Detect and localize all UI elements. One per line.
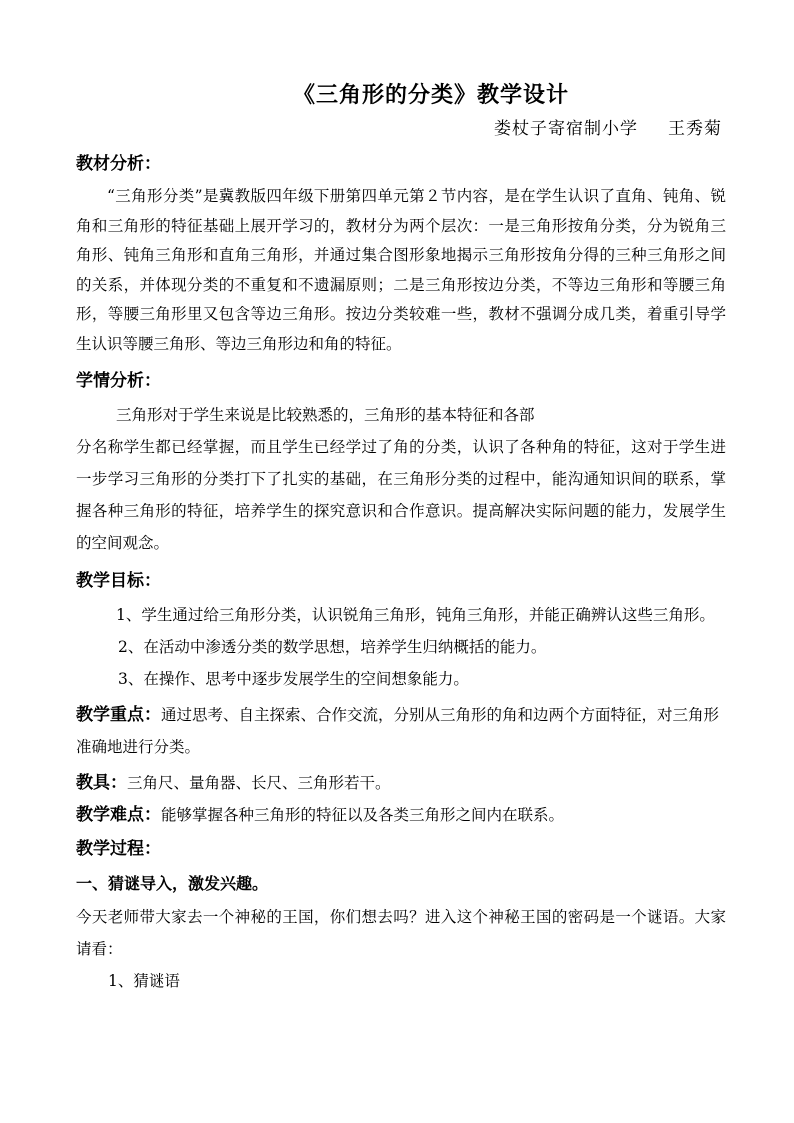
section-heading-process: 教学过程：: [76, 839, 161, 859]
objective-item-1: 1、学生通过给三角形分类，认识锐角三角形，钝角三角形，并能正确辨认这些三角形。: [116, 606, 715, 624]
process-step1-paragraph: 今天老师带大家去一个神秘的王国，你们想去吗？进入这个神秘王国的密码是一个谜语。大家请看：: [76, 908, 726, 958]
textbook-analysis-paragraph: “三角形分类”是冀教版四年级下册第四单元第２节内容，是在学生认识了直角、钝角、锐角和三角形的特征基础上展开学习的，教材分为两个层次：一是三角形按角分类，分为锐角三角形、钝角三角形和直角三角形，并通过集合图形象地揭示三角形按角分得的三种三角形之间的关系，并体现分类的不重复和不遗漏原则；二是三角形按边分类，不等边三角形和等腰三角形，等腰三角形里又包含等边三角形。按边分类较难一些，教材不强调分成几类，着重引导学生认识等腰三角形、等边三角形边和角的特征。: [76, 187, 726, 353]
school-name: 娄杖子寄宿制小学: [494, 119, 638, 139]
document-page: [76, 78, 726, 997]
section-heading-student-analysis: 学情分析：: [76, 371, 161, 391]
student-analysis-paragraph: 分名称学生都已经掌握，而且学生已经学过了角的分类，认识了各种角的特征，这对于学生进一步学习三角形的分类打下了扎实的基础，在三角形分类的过程中，能沟通知识间的联系，掌握各种三角形的特征，培养学生的探究意识和合作意识。提高解决实际问题的能力，发展学生的空间观念。: [76, 438, 726, 552]
process-step1-heading: 一、猜谜导入，激发兴趣。: [76, 874, 269, 893]
difficulties-label: 教学难点：: [76, 805, 161, 825]
objective-item-2: 2、在活动中渗透分类的数学思想，培养学生归纳概括的能力。: [118, 638, 547, 656]
section-heading-objectives: 教学目标：: [76, 571, 161, 591]
author-name: 王秀菊: [668, 119, 722, 139]
teaching-aids-text: 三角尺、量角器、长尺、三角形若干。: [127, 774, 391, 792]
key-points-label: 教学重点：: [76, 705, 161, 725]
difficulties-text: 能够掌握各种三角形的特征以及各类三角形之间内在联系。: [161, 806, 565, 824]
objective-item-3: 3、在操作、思考中逐步发展学生的空间想象能力。: [118, 670, 469, 688]
document-title: 《三角形的分类》教学设计: [292, 82, 569, 108]
process-step1-item: 1、猜谜语: [108, 972, 180, 990]
difficulties-block: [76, 799, 726, 831]
section-heading-textbook-analysis: 教材分析：: [76, 154, 161, 174]
teaching-aids-block: [76, 767, 726, 799]
author-line: [76, 112, 726, 146]
key-points-text: 通过思考、自主探索、合作交流，分别从三角形的角和边两个方面特征，对三角形准确地进行分类。: [76, 706, 720, 756]
student-analysis-first-line: 三角形对于学生来说是比较熟悉的，三角形的基本特征和各部: [116, 406, 535, 424]
teaching-aids-label: 教具：: [76, 773, 127, 793]
key-points-block: [76, 699, 726, 763]
